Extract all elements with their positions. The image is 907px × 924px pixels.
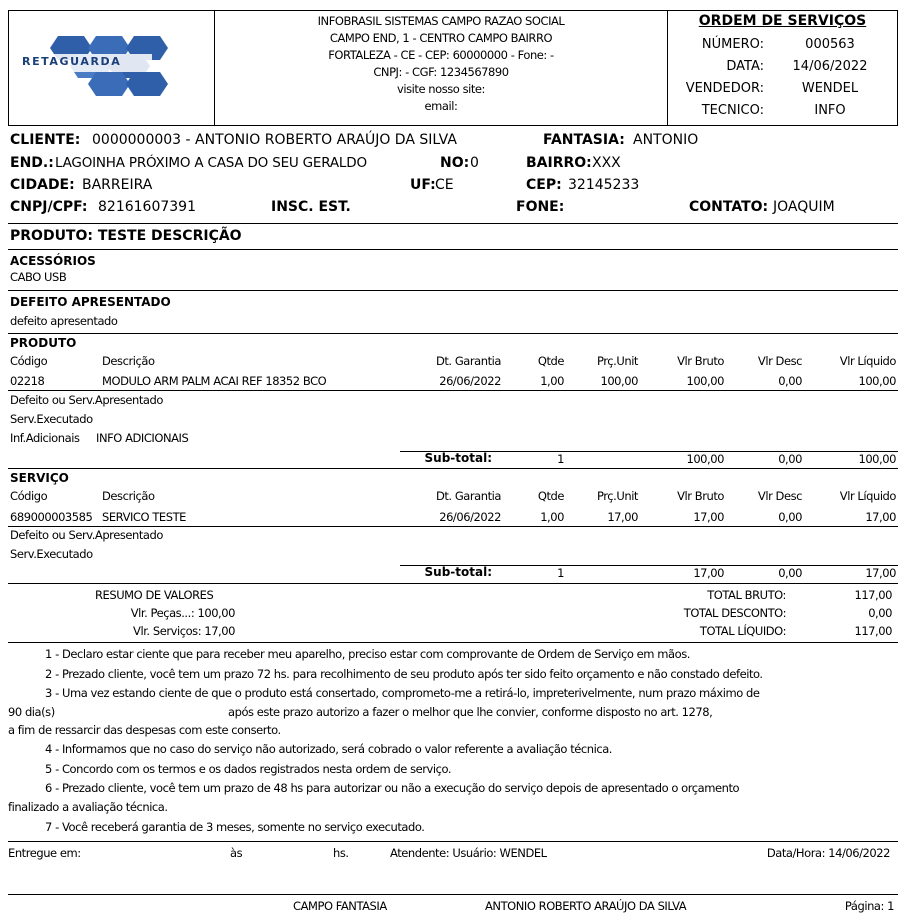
- hs-label: hs.: [333, 846, 349, 860]
- total-desconto-value: 0,00: [868, 606, 892, 620]
- produto-executado-label: Serv.Executado: [10, 412, 93, 426]
- contato-value: JOAQUIM: [773, 199, 835, 215]
- company-line: email:: [424, 99, 458, 113]
- row-liquido: 100,00: [858, 374, 896, 388]
- col-bruto: Vlr Bruto: [677, 489, 724, 503]
- cep-label: CEP:: [526, 177, 562, 193]
- col-codigo: Código: [10, 489, 48, 503]
- row-desc: 0,00: [778, 374, 802, 388]
- end-value: LAGOINHA PRÓXIMO A CASA DO SEU GERALDO: [55, 155, 367, 171]
- order-data-label: DATA:: [726, 59, 764, 74]
- clause-5: 5 - Concordo com os termos e os dados registrados nesta ordem de serviço.: [45, 762, 452, 776]
- col-desc: Vlr Desc: [757, 354, 802, 368]
- servico-section-label: SERVIÇO: [10, 471, 69, 485]
- clause-2: 2 - Prezado cliente, você tem um prazo 72 hs. para recolhimento de seu produto após ter sido feito orçamento e não constado defeito.: [45, 667, 763, 681]
- no-value: 0: [470, 155, 479, 171]
- company-info: [215, 13, 667, 115]
- clause-1: 1 - Declaro estar ciente que para receber meu aparelho, preciso estar com comprovante de Ordem de Serviço em mãos.: [45, 647, 690, 661]
- logo-text: RETAGUARDA: [22, 55, 122, 68]
- no-label: NO:: [440, 155, 470, 171]
- col-liquido: Vlr Líquido: [839, 354, 896, 368]
- clause-3c: a fim de ressarcir das despesas com este conserto.: [8, 723, 281, 737]
- clause-6b: finalizado a avaliação técnica.: [8, 800, 168, 814]
- company-line: CNPJ: - CGF: 1234567890: [373, 65, 509, 79]
- row-bruto: 17,00: [693, 510, 724, 524]
- resumo-title: RESUMO DE VALORES: [95, 588, 214, 602]
- col-unit: Prç.Unit: [597, 354, 638, 368]
- col-codigo: Código: [10, 354, 48, 368]
- fantasia-value: ANTONIO: [633, 132, 699, 148]
- bairro-value: XXX: [592, 155, 621, 171]
- row-garantia: 26/06/2022: [439, 374, 501, 388]
- total-liquido-value: 117,00: [854, 624, 892, 638]
- servico-subtotal-desc: 0,00: [778, 566, 802, 580]
- produto-inf-label: Inf.Adicionais: [10, 431, 80, 445]
- resumo-servicos: Vlr. Serviços: 17,00: [133, 624, 235, 638]
- col-descricao: Descrição: [102, 354, 155, 368]
- uf-label: UF:: [410, 177, 436, 193]
- row-desc: 0,00: [778, 510, 802, 524]
- order-numero-label: NÚMERO:: [701, 37, 764, 52]
- produto-subtotal-label: Sub-total:: [424, 451, 492, 465]
- servico-subtotal-liquido: 17,00: [865, 566, 896, 580]
- insc-label: INSC. EST.: [271, 199, 351, 215]
- cnpj-label: CNPJ/CPF:: [10, 199, 88, 215]
- acessorios-label: ACESSÓRIOS: [10, 254, 96, 268]
- order-vendedor: WENDEL: [801, 81, 859, 96]
- produto-subtotal-bruto: 100,00: [686, 452, 724, 466]
- col-bruto: Vlr Bruto: [677, 354, 724, 368]
- cep-value: 32145233: [568, 177, 640, 193]
- clause-3a: 3 - Uma vez estando ciente de que o produto está consertado, comprometo-me a retirá-lo, impreterivelmente, num prazo máximo de: [45, 686, 760, 700]
- footer-client-name: ANTONIO ROBERTO ARAÚJO DA SILVA: [485, 899, 687, 913]
- total-liquido-label: TOTAL LÍQUIDO:: [699, 624, 786, 638]
- produto-subtotal-desc: 0,00: [778, 452, 802, 466]
- col-descricao: Descrição: [102, 489, 155, 503]
- col-qtde: Qtde: [537, 354, 564, 368]
- produto-defeito-label: Defeito ou Serv.Apresentado: [10, 393, 163, 407]
- contato-label: CONTATO:: [689, 199, 769, 215]
- acessorios-value: CABO USB: [10, 270, 67, 284]
- servico-subtotal-bruto: 17,00: [693, 566, 724, 580]
- row-liquido: 17,00: [865, 510, 896, 524]
- col-garantia: Dt. Garantia: [435, 489, 501, 503]
- col-desc: Vlr Desc: [757, 489, 802, 503]
- col-qtde: Qtde: [537, 489, 564, 503]
- company-line: visite nosso site:: [397, 82, 485, 96]
- order-tecnico-label: TECNICO:: [701, 103, 764, 118]
- row-unit: 100,00: [600, 374, 638, 388]
- company-line: FORTALEZA - CE - CEP: 60000000 - Fone: -: [328, 48, 554, 62]
- produto-subtotal-liquido: 100,00: [858, 452, 896, 466]
- order-data: 14/06/2022: [792, 59, 868, 74]
- order-vendedor-label: VENDEDOR:: [685, 81, 764, 96]
- produto-subtotal-qtde: 1: [557, 452, 564, 466]
- end-label: END.:: [10, 155, 54, 171]
- company-line: INFOBRASIL SISTEMAS CAMPO RAZAO SOCIAL: [317, 14, 565, 28]
- defeito-value: defeito apresentado: [10, 314, 118, 328]
- col-garantia: Dt. Garantia: [435, 354, 501, 368]
- cidade-label: CIDADE:: [10, 177, 75, 193]
- servico-subtotal-label: Sub-total:: [424, 565, 492, 579]
- total-bruto-label: TOTAL BRUTO:: [707, 588, 786, 602]
- order-title: ORDEM DE SERVIÇOS: [698, 13, 867, 29]
- servico-subtotal-qtde: 1: [557, 566, 564, 580]
- cnpj-value: 82161607391: [98, 199, 196, 215]
- row-codigo: 689000003585: [10, 510, 93, 524]
- servico-defeito-label: Defeito ou Serv.Apresentado: [10, 528, 163, 542]
- row-qtde: 1,00: [540, 510, 564, 524]
- clause-6a: 6 - Prezado cliente, você tem um prazo de 48 hs para autorizar ou não a execução do serviço depois de apresentado o orçamento: [45, 781, 740, 795]
- clause-7: 7 - Você receberá garantia de 3 meses, somente no serviço executado.: [45, 820, 425, 834]
- row-descricao: MODULO ARM PALM ACAI REF 18352 BCO: [102, 374, 327, 388]
- row-bruto: 100,00: [686, 374, 724, 388]
- order-numero: 000563: [805, 37, 855, 52]
- company-logo: [18, 32, 198, 98]
- cidade-value: BARREIRA: [82, 177, 153, 193]
- defeito-label: DEFEITO APRESENTADO: [10, 295, 171, 309]
- row-garantia: 26/06/2022: [439, 510, 501, 524]
- row-unit: 17,00: [607, 510, 638, 524]
- total-desconto-label: TOTAL DESCONTO:: [683, 606, 786, 620]
- col-liquido: Vlr Líquido: [839, 489, 896, 503]
- datahora-label: Data/Hora: 14/06/2022: [766, 846, 890, 860]
- as-label: às: [230, 846, 243, 860]
- row-descricao: SERVICO TESTE: [102, 510, 186, 524]
- atendente-label: Atendente: Usuário: WENDEL: [390, 846, 547, 860]
- row-qtde: 1,00: [540, 374, 564, 388]
- bairro-label: BAIRRO:: [526, 155, 592, 171]
- company-line: CAMPO END, 1 - CENTRO CAMPO BAIRRO: [329, 31, 553, 45]
- produto-titulo: PRODUTO: TESTE DESCRIÇÃO: [10, 228, 242, 244]
- fone-label: FONE:: [516, 199, 565, 215]
- client-label: CLIENTE:: [10, 132, 81, 148]
- entregue-label: Entregue em:: [8, 846, 81, 860]
- clause-3b-prazo: 90 dia(s): [8, 705, 55, 719]
- col-unit: Prç.Unit: [597, 489, 638, 503]
- order-tecnico: INFO: [814, 103, 846, 118]
- client-value: 0000000003 - ANTONIO ROBERTO ARAÚJO DA SILVA: [92, 132, 457, 148]
- footer-campo-fantasia: CAMPO FANTASIA: [293, 899, 387, 913]
- produto-inf-value: INFO ADICIONAIS: [96, 431, 189, 445]
- fantasia-label: FANTASIA:: [543, 132, 625, 148]
- resumo-pecas: Vlr. Peças...: 100,00: [130, 606, 235, 620]
- clause-3b: após este prazo autorizo a fazer o melhor que lhe convier, conforme disposto no art. 1278,: [228, 705, 713, 719]
- page-number: Página: 1: [844, 899, 894, 913]
- produto-section-label: PRODUTO: [10, 336, 77, 350]
- clause-4: 4 - Informamos que no caso do serviço não autorizado, será cobrado o valor referente a avaliação técnica.: [45, 742, 613, 756]
- uf-value: CE: [435, 177, 454, 193]
- total-bruto-value: 117,00: [854, 588, 892, 602]
- servico-executado-label: Serv.Executado: [10, 547, 93, 561]
- row-codigo: 02218: [10, 374, 45, 388]
